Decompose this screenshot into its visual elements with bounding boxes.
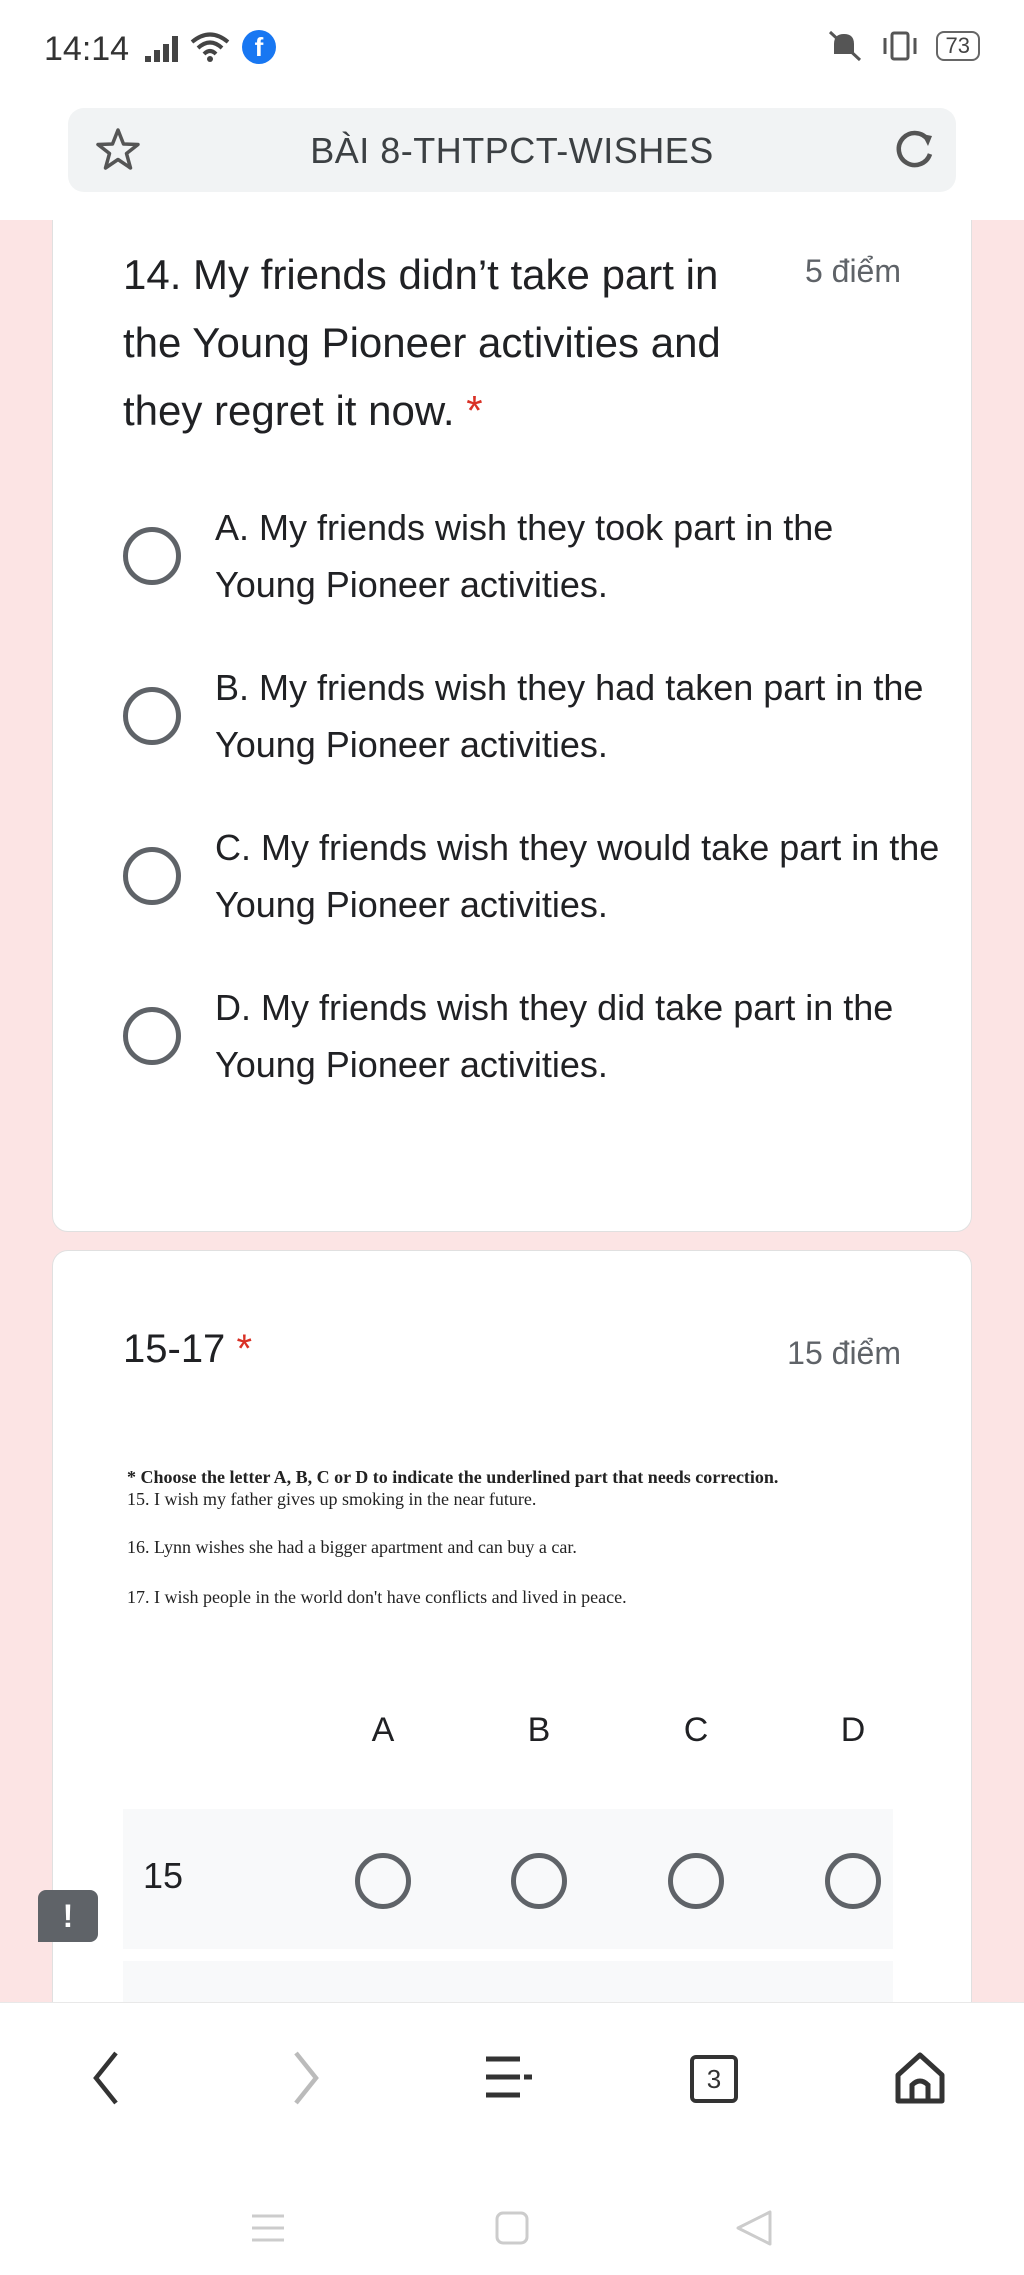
- signal-icon: [145, 32, 178, 62]
- menu-icon[interactable]: [484, 2053, 534, 2103]
- image-instruction: * Choose the letter A, B, C or D to indicate the underlined part that needs correction.: [127, 1467, 779, 1487]
- grid-radio-c[interactable]: [668, 1853, 724, 1909]
- option-a[interactable]: [123, 499, 943, 613]
- question-text: 15-17: [123, 1327, 226, 1371]
- back-icon[interactable]: [82, 2043, 130, 2113]
- back-system-icon[interactable]: [734, 2208, 774, 2248]
- facebook-icon: f: [242, 30, 276, 64]
- recent-apps-icon[interactable]: [250, 2210, 286, 2246]
- image-sentence-16: 16. Lynn wishes she had a bigger apartment and can buy a car.: [127, 1537, 577, 1557]
- system-navigation-bar: [0, 2152, 1024, 2275]
- radio-button[interactable]: [123, 1007, 181, 1065]
- question-card-15-17: [52, 1250, 972, 2002]
- page-title: BÀI 8-THTPCT-WISHES: [310, 130, 714, 171]
- option-c[interactable]: [123, 819, 943, 933]
- radio-button[interactable]: [123, 527, 181, 585]
- question-title: [123, 241, 773, 445]
- question-card-14: [52, 220, 972, 1232]
- tab-count-button[interactable]: 3: [690, 2055, 738, 2103]
- home-icon[interactable]: [892, 2049, 948, 2105]
- vibrate-icon: [880, 30, 920, 62]
- required-mark: *: [466, 387, 483, 434]
- column-header-b: B: [527, 1711, 551, 1749]
- browser-bottom-nav: [0, 2002, 1024, 2152]
- image-sentence-15: 15. I wish my father gives up smoking in the near future.: [127, 1489, 537, 1509]
- question-text: 14. My friends didn’t take part in the Young Pioneer activities and they regret it now.: [123, 251, 721, 434]
- option-d[interactable]: [123, 979, 943, 1093]
- option-label: D. My friends wish they did take part in the Young Pioneer activities.: [215, 987, 894, 1085]
- home-system-icon[interactable]: [494, 2210, 530, 2246]
- option-label: C. My friends wish they would take part in the Young Pioneer activities.: [215, 827, 940, 925]
- required-mark: *: [236, 1327, 253, 1371]
- feedback-icon[interactable]: !: [38, 1890, 98, 1942]
- radio-button[interactable]: [123, 847, 181, 905]
- battery-indicator: 73: [936, 31, 980, 61]
- address-bar[interactable]: [68, 108, 956, 192]
- grid-radio-a[interactable]: [355, 1853, 411, 1909]
- question-title: [123, 1327, 252, 1372]
- status-time: 14:14: [44, 30, 130, 68]
- forward-icon[interactable]: [282, 2043, 330, 2113]
- status-right-icons: [828, 30, 980, 62]
- question-points: 15 điểm: [787, 1335, 901, 1371]
- option-b[interactable]: [123, 659, 943, 773]
- row-label: 15: [143, 1855, 184, 1896]
- column-header-a: A: [371, 1711, 395, 1749]
- wifi-icon: [190, 31, 230, 63]
- column-header-c: C: [683, 1711, 709, 1749]
- status-left-icons: [145, 30, 276, 64]
- option-label: B. My friends wish they had taken part in the Young Pioneer activities.: [215, 667, 924, 765]
- reload-icon[interactable]: [888, 124, 940, 176]
- grid-radio-d[interactable]: [825, 1853, 881, 1909]
- image-sentence-17: 17. I wish people in the world don't have conflicts and lived in peace.: [127, 1587, 627, 1607]
- grid-row-15: [123, 1809, 893, 1949]
- mute-icon: [828, 30, 864, 62]
- form-page: [0, 220, 1024, 2002]
- grid-radio-b[interactable]: [511, 1853, 567, 1909]
- status-bar: [0, 0, 1024, 100]
- radio-button[interactable]: [123, 687, 181, 745]
- grid-row-16: [123, 1961, 893, 2002]
- column-header-d: D: [840, 1711, 866, 1749]
- option-label: A. My friends wish they took part in the Young Pioneer activities.: [215, 507, 834, 605]
- question-points: 5 điểm: [804, 253, 901, 289]
